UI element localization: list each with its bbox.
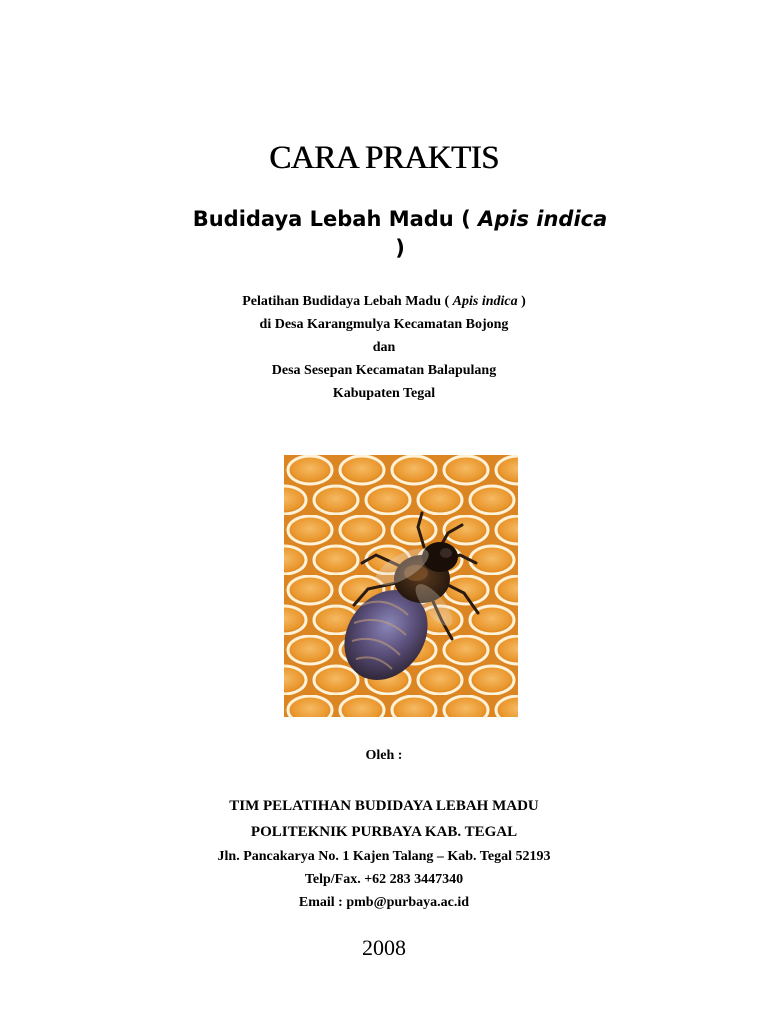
subtitle-species: Apis indica	[477, 207, 608, 231]
training-line-1	[0, 290, 768, 313]
training-line-3: dan	[372, 340, 396, 355]
phone: Telp/Fax. +62 283 3447340	[304, 872, 464, 887]
subtitle	[190, 205, 610, 263]
training-line-2: di Desa Karangmulya Kecamatan Bojong	[259, 317, 509, 332]
organization-block	[0, 793, 768, 914]
institution-name: POLITEKNIK PURBAYA KAB. TEGAL	[250, 824, 518, 840]
training-line-1-suffix: )	[517, 294, 526, 309]
subtitle-prefix: Budidaya Lebah Madu (	[192, 207, 478, 231]
publication-year: 2008	[362, 935, 406, 960]
page-title: CARA PRAKTIS	[269, 140, 499, 176]
training-line-4: Desa Sesepan Kecamatan Balapulang	[271, 363, 497, 378]
honeybee-photo	[284, 455, 518, 717]
training-line-1-prefix: Pelatihan Budidaya Lebah Madu (	[242, 294, 453, 309]
author-label: Oleh :	[365, 748, 403, 763]
training-description	[0, 290, 768, 405]
training-line-1-species: Apis indica	[452, 294, 518, 309]
honeybee-on-honeycomb-icon	[284, 455, 518, 717]
team-name: TIM PELATIHAN BUDIDAYA LEBAH MADU	[229, 798, 539, 814]
subtitle-suffix: )	[395, 236, 405, 260]
training-line-5: Kabupaten Tegal	[332, 386, 436, 401]
email: Email : pmb@purbaya.ac.id	[298, 895, 470, 910]
address: Jln. Pancakarya No. 1 Kajen Talang – Kab. Tegal 52193	[217, 849, 551, 864]
